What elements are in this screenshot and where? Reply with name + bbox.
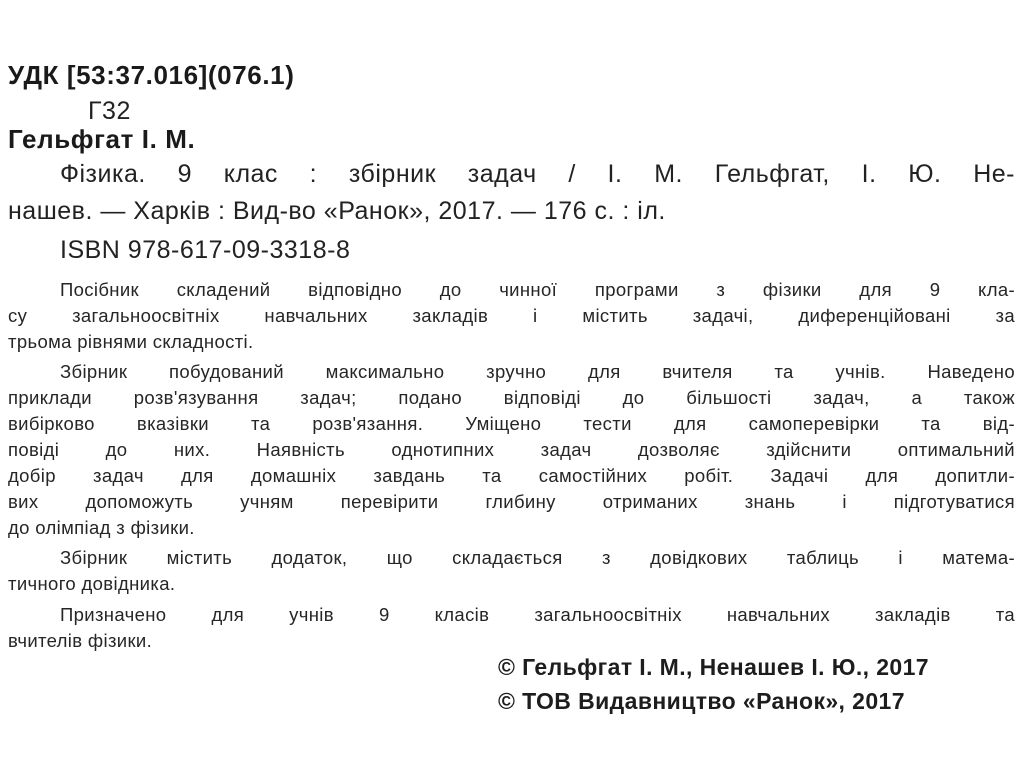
- author-heading: Гельфгат І. М.: [8, 124, 196, 154]
- abstract-p2-line-3: вибірково вказівки та розв'язання. Уміщено тести для самоперевірки та від-: [8, 413, 1015, 434]
- abstract-p2-line-1: Збірник побудований максимально зручно для вчителя та учнів. Наведено: [60, 361, 1015, 382]
- bibliographic-description-line-1: Фізика. 9 клас : збірник задач / І. М. Гельфгат, І. Ю. Не-: [60, 160, 1015, 188]
- bibliographic-description-line-2: нашев. — Харків : Вид-во «Ранок», 2017. — 176 с. : іл.: [8, 197, 666, 225]
- abstract-p2-line-6: вих допоможуть учням перевірити глибину отриманих знань і підготуватися: [8, 491, 1015, 512]
- copyright-authors: © Гельфгат І. М., Ненашев І. Ю., 2017: [498, 654, 930, 680]
- abstract-p2-line-7: до олімпіад з фізики.: [8, 517, 195, 538]
- abstract-p4-line-1: Призначено для учнів 9 класів загальноосвітніх навчальних закладів та: [60, 604, 1015, 625]
- abstract-p1-line-1: Посібник складений відповідно до чинної програми з фізики для 9 кла-: [60, 279, 1015, 300]
- abstract-p3-line-2: тичного довідника.: [8, 573, 176, 594]
- abstract-p1-line-3: трьома рівнями складності.: [8, 331, 254, 352]
- author-sign: Г32: [88, 97, 131, 125]
- isbn: ISBN 978-617-09-3318-8: [60, 236, 351, 264]
- abstract-p2-line-4: повіді до них. Наявність однотипних задач дозволяє здійснити оптимальний: [8, 439, 1015, 460]
- abstract-p2-line-2: приклади розв'язування задач; подано відповіді до більшості задач, а також: [8, 387, 1015, 408]
- abstract-p2-line-5: добір задач для домашніх завдань та самостійних робіт. Задачі для допитли-: [8, 465, 1015, 486]
- abstract-p3-line-1: Збірник містить додаток, що складається з довідкових таблиць і матема-: [60, 547, 1015, 568]
- copyright-publisher: © ТОВ Видавництво «Ранок», 2017: [498, 688, 905, 714]
- abstract-p4-line-2: вчителів фізики.: [8, 630, 153, 651]
- abstract-p1-line-2: су загальноосвітніх навчальних закладів і містить задачі, диференційовані за: [8, 305, 1015, 326]
- udk-code: УДК [53:37.016](076.1): [8, 60, 295, 90]
